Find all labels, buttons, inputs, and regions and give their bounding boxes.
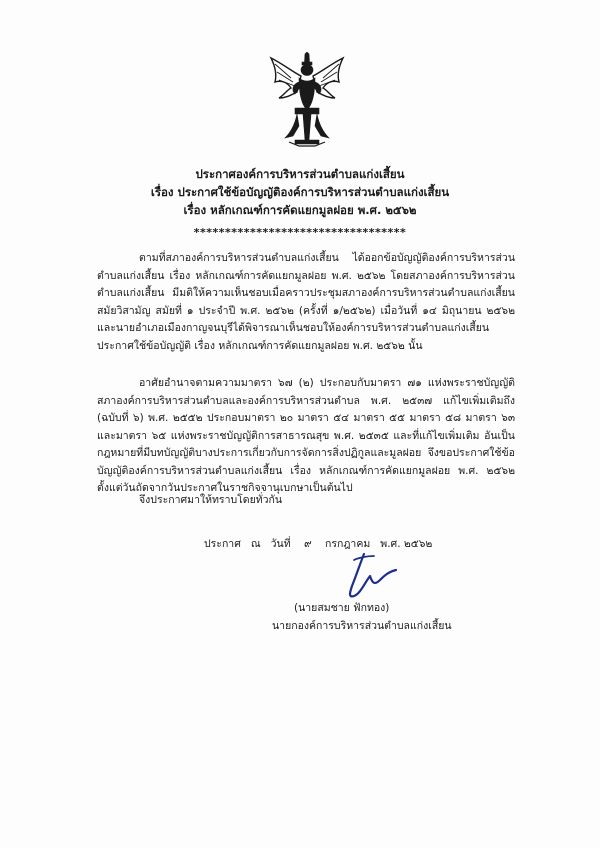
handwritten-signature-icon bbox=[330, 550, 410, 604]
body-paragraph-3: จึงประกาศมาให้ทราบโดยทั่วกัน bbox=[139, 494, 283, 506]
signer-position: นายกองค์การบริหารส่วนตำบลแก่งเสี้ยน bbox=[272, 620, 452, 632]
body-paragraph-1: ตามที่สภาองค์การบริหารส่วนตำบลแก่งเสี้ยน ได้ออกข้อบัญญัติองค์การบริหารส่วนตำบลแก่งเสี้ยน เรื่อง หลักเกณฑ์การคัดแยกมูลฝอย พ.ศ. ๒๕๖๒ โดยสภาองค์การบริหารส่วนตำบลแก่งเสี้ยน มีมติให้ความเห็นชอบเมื่อคราวประชุมสภาองค์การบริหารส่วนตำบลแก่งเสี้ยน สมัยวิสามัญ สมัยที่ ๑ ประจำปี พ.ศ. ๒๕๖๒ (ครั้งที่ ๑/๒๕๖๒) เมื่อวันที่ ๑๔ มิถุนายน ๒๕๖๒ และนายอำเภอเมืองกาญจนบุรีได้พิจารณาเห็นชอบให้องค์การบริหารส่วนตำบลแก่งเสี้ยน ประกาศใช้ข้อบัญญัติ เรื่อง หลักเกณฑ์การคัดแยกมูลฝอย พ.ศ. ๒๕๖๒ นั้น bbox=[97, 252, 515, 352]
header-subject: เรื่อง ประกาศใช้ข้อบัญญัติองค์การบริหารส่วนตำบลแก่งเสี้ยน bbox=[150, 185, 450, 199]
header-regulation-title: เรื่อง หลักเกณฑ์การคัดแยกมูลฝอย พ.ศ. ๒๕๖๒ bbox=[183, 203, 417, 217]
announcement-date: ประกาศ ณ วันที่ ๙ กรกฎาคม พ.ศ. ๒๕๖๒ bbox=[204, 538, 433, 550]
header-organization: ประกาศองค์การบริหารส่วนตำบลแก่งเสี้ยน bbox=[195, 167, 405, 181]
separator-line: ********************************** bbox=[193, 226, 407, 239]
signer-name: (นายสมชาย ฟักทอง) bbox=[294, 602, 390, 614]
body-paragraph-2: อาศัยอำนาจตามความมาตรา ๖๗ (๒) ประกอบกับมาตรา ๗๑ แห่งพระราชบัญญัติสภาองค์การบริหารส่วนตำบลและองค์การบริหารส่วนตำบล พ.ศ. ๒๕๓๗ แก้ไขเพิ่มเติมถึง (ฉบับที่ ๖) พ.ศ. ๒๕๕๒ ประกอบมาตรา ๒๐ มาตรา ๕๔ มาตรา ๕๕ มาตรา ๕๘ มาตรา ๖๓ และมาตรา ๖๕ แห่งพระราชบัญญัติการสาธารณสุข พ.ศ. ๒๕๓๕ และที่แก้ไขเพิ่มเติม อันเป็นกฎหมายที่มีบทบัญญัติบางประการเกี่ยวกับการจัดการสิ่งปฏิกูลและมูลฝอย จึงขอประกาศใช้ข้อบัญญัติองค์การบริหารส่วนตำบลแก่งเสี้ยน เรื่อง หลักเกณฑ์การคัดแยกมูลฝอย พ.ศ. ๒๕๖๒ ตั้งแต่วันถัดจากวันประกาศในราชกิจจานุเบกษาเป็นต้นไป bbox=[97, 377, 515, 494]
garuda-emblem-icon bbox=[265, 52, 349, 148]
